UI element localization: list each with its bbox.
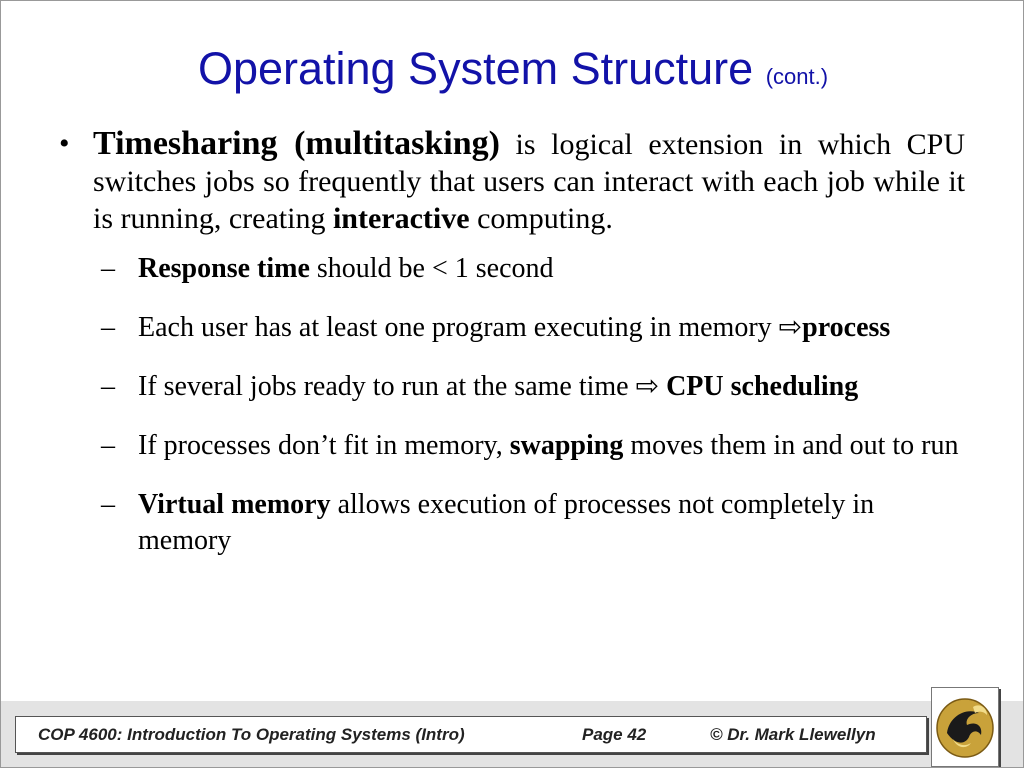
bullet-timesharing <box>53 125 965 237</box>
sub-bullet-bold: CPU scheduling <box>659 371 859 402</box>
footer-bar <box>15 716 927 753</box>
footer-author: © Dr. Mark Llewellyn <box>710 725 876 744</box>
slide-body <box>53 125 965 582</box>
dash-marker: – <box>101 430 115 461</box>
slide-title <box>1 41 1024 105</box>
sub-bullet-bold: Response time <box>138 253 310 284</box>
sub-bullet-text-1: If processes don’t fit in memory, <box>138 430 510 461</box>
sub-bullet-text: Each user has at least one program executing in memory <box>138 312 779 343</box>
sub-bullet-text: If several jobs ready to run at the same time <box>138 371 636 402</box>
bullet-lead: Timesharing (multitasking) <box>93 125 500 162</box>
arrow-icon: ⇨ <box>778 312 803 343</box>
dash-marker: – <box>101 312 115 343</box>
sub-bullet-bold: Virtual memory <box>138 489 331 520</box>
sub-bullet-text-2: moves them in and out to run <box>623 430 959 461</box>
bullet-bold: interactive <box>332 202 470 235</box>
dash-marker: – <box>101 371 115 402</box>
bullet-text-2: computing. <box>469 202 613 235</box>
dash-marker: – <box>101 489 115 520</box>
footer-course: COP 4600: Introduction To Operating Systems (Intro) <box>38 725 465 744</box>
sub-bullet-bold: swapping <box>509 430 624 461</box>
dash-marker: – <box>101 253 115 284</box>
sub-bullet-response-time <box>101 251 965 287</box>
pegasus-logo-icon <box>935 695 995 759</box>
sub-bullet-bold: process <box>802 312 891 343</box>
slide-title-main: Operating System Structure <box>197 43 754 94</box>
arrow-icon: ⇨ <box>635 371 660 402</box>
sub-bullet-cpu-scheduling <box>101 369 965 405</box>
bullet-marker: • <box>59 127 70 160</box>
sub-bullet-process <box>101 310 965 346</box>
footer-page: Page 42 <box>582 725 647 744</box>
bullet-text-1: is logical extension in which CPU switches jobs so frequently that users can interact with each job while it is running, creating <box>93 128 965 235</box>
logo-box <box>931 687 999 767</box>
sub-bullet-list <box>53 251 965 559</box>
sub-bullet-virtual-memory <box>101 487 965 559</box>
slide-title-suffix: (cont.) <box>765 64 829 89</box>
sub-bullet-text: should be < 1 second <box>309 253 554 284</box>
sub-bullet-swapping <box>101 428 965 464</box>
sub-bullet-text: allows execution of processes not completely in memory <box>138 489 875 556</box>
